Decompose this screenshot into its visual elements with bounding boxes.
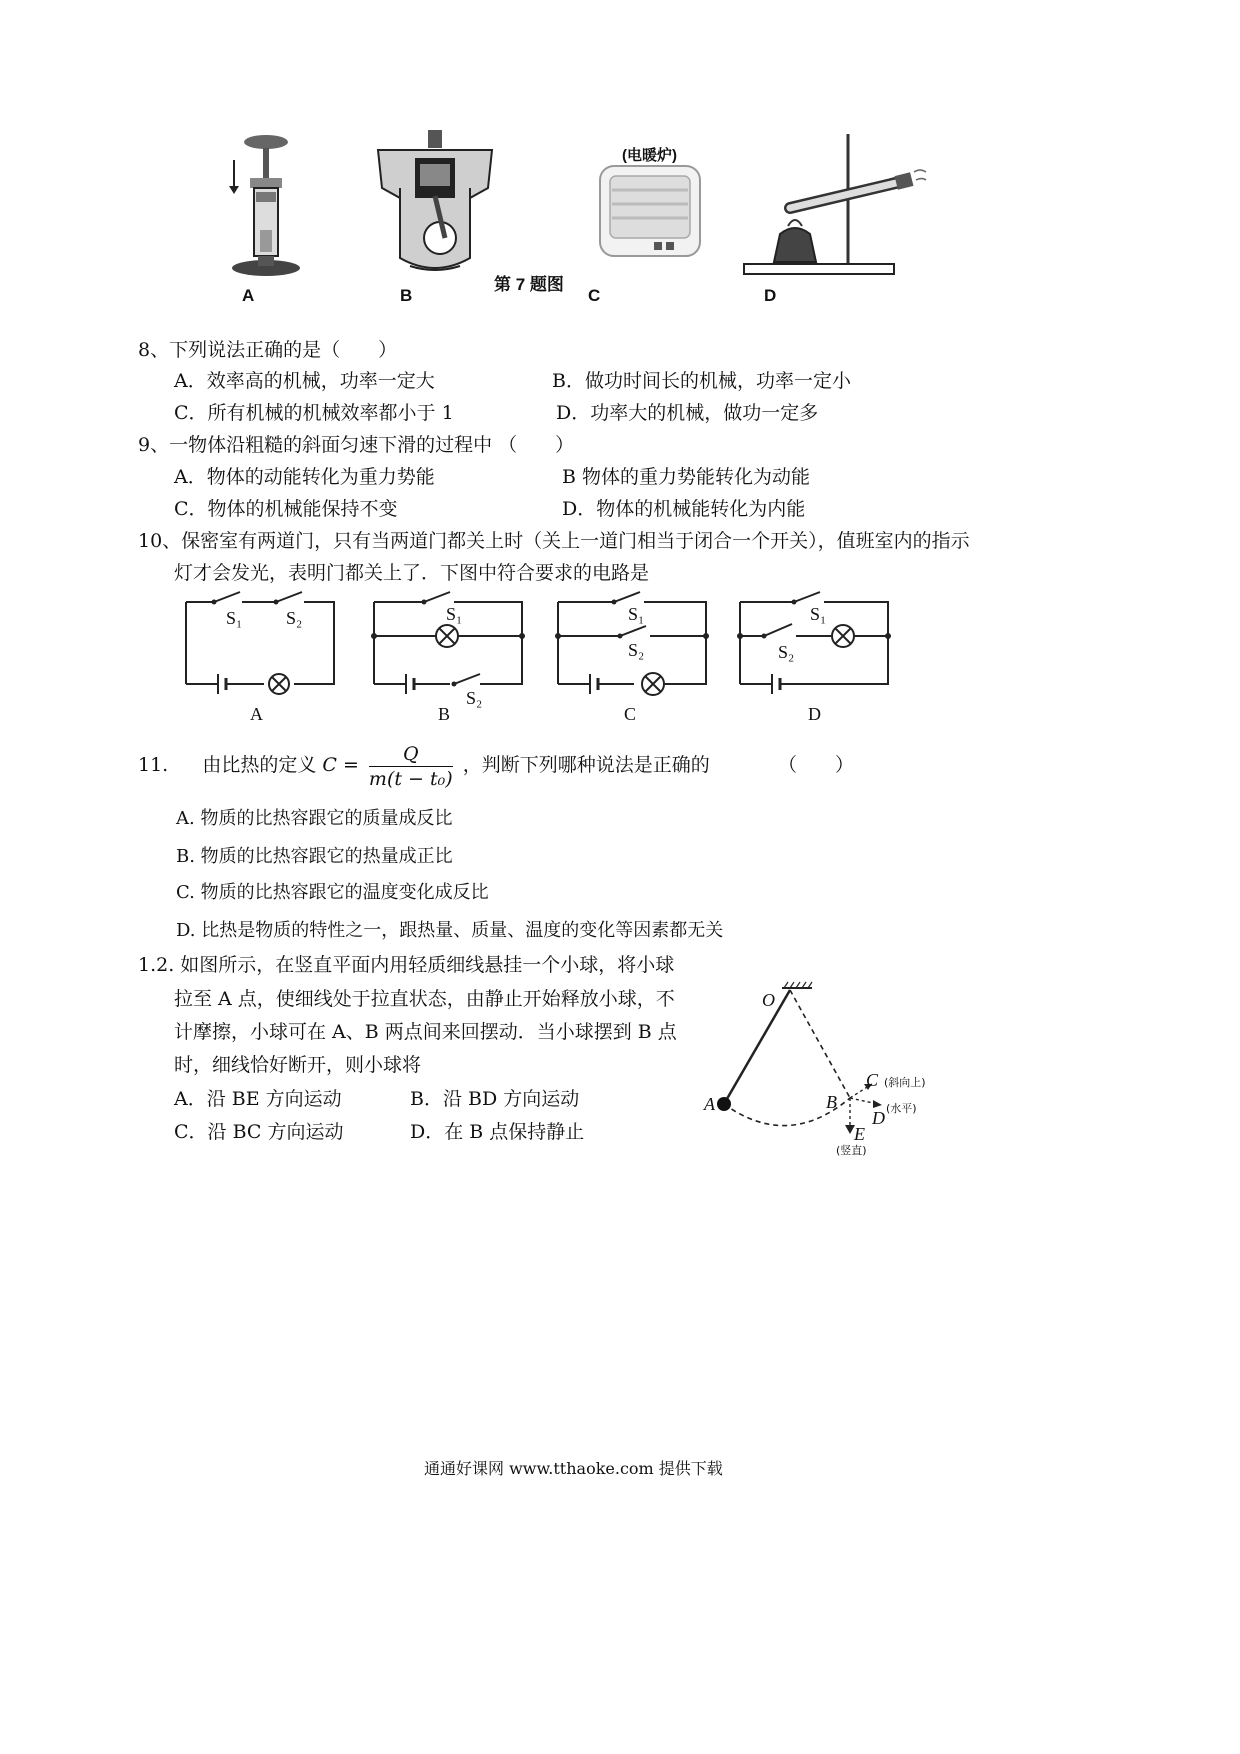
pendulum-d: D [872,1108,885,1128]
q11-option-c: C. 物质的比热容跟它的温度变化成反比 [176,882,489,903]
q11-formula-fraction [369,742,453,791]
q8-option-a: A．效率高的机械，功率一定大 [174,370,435,392]
pendulum-c: C [866,1070,879,1090]
q10-stem-line2: 灯才会发光，表明门都关上了．下图中符合要求的电路是 [174,562,650,584]
q9-stem: 9、一物体沿粗糙的斜面匀速下滑的过程中 （ ） [138,434,575,456]
circuit-c-s1: S₁ [628,604,645,624]
q12-line4: 时，细线恰好断开，则小球将 [174,1054,422,1076]
q11-stem-before: 由比热的定义 [202,754,317,776]
pendulum-a: A [704,1094,715,1114]
q12-option-b: B．沿 BD 方向运动 [410,1088,580,1110]
q12-line2: 拉至 A 点，使细线处于拉直状态，由静止开始释放小球，不 [174,988,675,1010]
circuit-a [186,592,336,692]
pendulum-o: O [762,990,775,1010]
q9-option-d: D．物体的机械能转化为内能 [562,498,806,520]
fig7-label-d: D [764,286,777,305]
q11-formula-denominator: m(t − t₀) [368,767,453,790]
heater-label: (电暖炉) [622,147,677,164]
q11-option-b: B. 物质的比热容跟它的热量成正比 [176,846,453,867]
q9-option-a: A．物体的动能转化为重力势能 [174,466,435,488]
engine-illustration [370,128,500,278]
q8-stem: 8、下列说法正确的是（ ） [138,339,398,361]
q8-option-d: D．功率大的机械，做功一定多 [556,402,819,424]
circuit-b-s2: S₂ [466,688,483,708]
fig7-label-c: C [588,286,601,305]
pendulum-drawing [700,980,920,1160]
fig7-caption: 第 7 题图 [494,275,564,294]
circuit-b-s1: S₁ [446,604,463,624]
circuit-a-s1: S₁ [226,608,243,628]
q11-stem-after: ，判断下列哪种说法是正确的 [462,754,710,776]
pendulum-c-note: (斜向上) [884,1076,926,1089]
fire-syringe-illustration [220,130,300,285]
circuit-a-label: A [250,704,263,724]
circuit-d-s2: S₂ [778,642,795,662]
pendulum-e-note: (竖直) [836,1144,867,1157]
circuit-c-label: C [624,704,637,724]
page-footer: 通通好课网 www.tthaoke.com 提供下载 [424,1459,723,1478]
q11-formula-numerator: Q [369,742,453,767]
pendulum-e: E [854,1124,865,1144]
fig7-label-b: B [400,286,413,305]
q10-stem-line1: 10、保密室有两道门，只有当两道门都关上时（关上一道门相当于闭合一个开关），值班室内的指示 [138,530,970,552]
q12-option-d: D．在 B 点保持静止 [410,1121,585,1143]
q11-option-d: D. 比热是物质的特性之一，跟热量、质量、温度的变化等因素都无关 [176,920,724,941]
circuit-a-s2: S₂ [286,608,303,628]
circuit-d-label: D [808,704,821,724]
q8-option-c: C．所有机械的机械效率都小于 1 [174,402,454,424]
q8-option-b: B．做功时间长的机械，功率一定小 [552,370,851,392]
q12-line1: 1.2. 如图所示，在竖直平面内用轻质细线悬挂一个小球，将小球 [138,954,675,976]
q11-blank: （ ） [778,754,855,776]
q9-option-c: C．物体的机械能保持不变 [174,498,398,520]
q12-option-c: C．沿 BC 方向运动 [174,1121,344,1143]
test-tube-heating-illustration [740,130,930,280]
q11-stem [138,738,710,792]
electric-heater-illustration [596,162,706,264]
q11-number: 11. [138,754,169,776]
q9-option-b: B 物体的重力势能转化为动能 [562,466,811,488]
pendulum-b: B [826,1092,837,1112]
circuit-d-s1: S₁ [810,604,827,624]
pendulum-d-note: (水平) [886,1102,917,1115]
fig7-label-a: A [242,286,255,305]
q12-option-a: A．沿 BE 方向运动 [174,1088,342,1110]
q11-option-a: A. 物质的比热容跟它的质量成反比 [176,808,453,829]
q12-line3: 计摩擦，小球可在 A、B 两点间来回摆动．当小球摆到 B 点 [174,1021,677,1043]
circuit-b-label: B [438,704,451,724]
q11-formula-lhs: C = [322,754,359,776]
circuit-c-s2: S₂ [628,640,645,660]
